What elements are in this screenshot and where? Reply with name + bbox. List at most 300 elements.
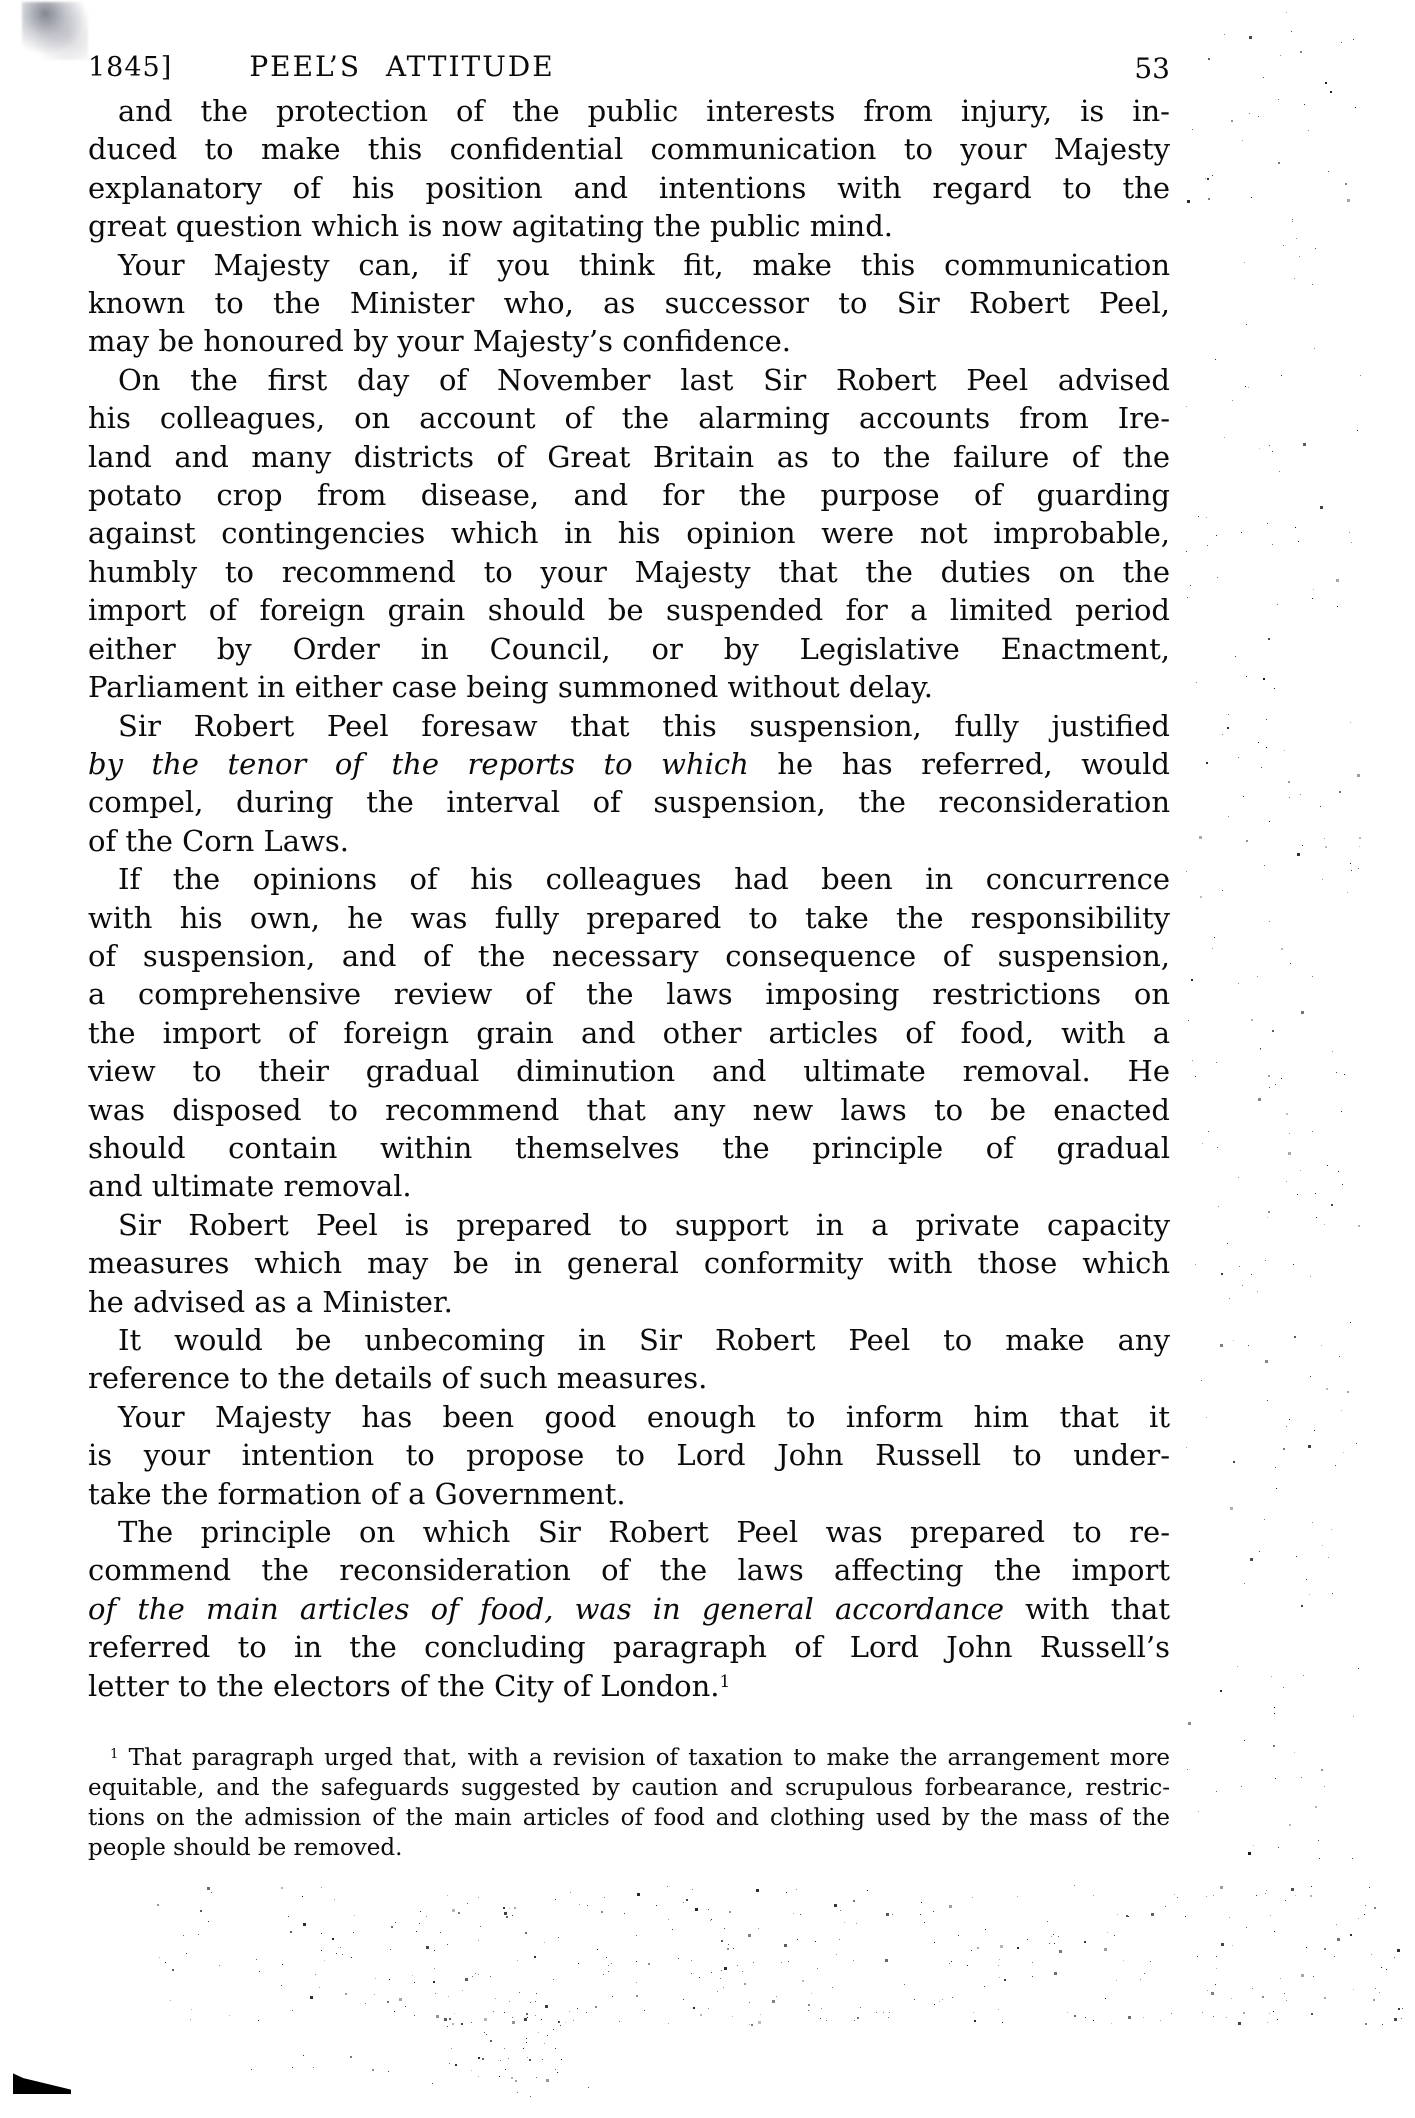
noise-dot [612,1996,613,1997]
noise-dot [1310,1895,1312,1897]
noise-dot [1197,1956,1198,1957]
noise-dot [1300,51,1302,53]
noise-dot [1220,1886,1223,1889]
noise-dot [1269,921,1270,922]
noise-dot [1260,1049,1261,1050]
noise-dot [1248,1345,1249,1346]
noise-dot [1233,1340,1234,1341]
noise-dot [526,2038,527,2039]
noise-dot [1314,348,1315,349]
body-line [88,1052,1170,1090]
noise-dot [505,2069,506,2070]
noise-dot [853,1900,855,1902]
noise-dot [183,1935,184,1936]
noise-dot [1274,688,1275,689]
text-segment: and ultimate removal. [88,1169,412,1204]
noise-dot [1315,248,1316,249]
noise-dot [1249,113,1250,114]
noise-dot [1058,1936,1059,1937]
noise-dot [471,2070,472,2071]
noise-dot [998,1965,999,1966]
noise-dot [1301,1011,1304,1014]
body-line [88,668,1170,706]
noise-dot [482,2058,484,2060]
noise-dot [1273,2011,1274,2012]
noise-dot [1336,1072,1337,1073]
body-line [88,1129,1170,1167]
noise-dot [1324,1224,1325,1225]
noise-dot [1294,1336,1296,1338]
noise-dot [1221,1273,1223,1275]
noise-dot [1274,1707,1275,1708]
header-year-label: 1845] [88,52,173,83]
noise-dot [1365,1905,1366,1906]
noise-dot [486,2034,487,2035]
noise-dot [728,1944,729,1945]
noise-dot [1341,1410,1342,1411]
noise-dot [461,2023,463,2025]
noise-dot [1277,604,1278,605]
noise-dot [999,1977,1000,1978]
text-segment: the import of foreign grain and other articles of food, with a [88,1015,1170,1050]
noise-dot [1251,1274,1252,1275]
noise-dot [449,2018,451,2020]
noise-dot [1186,406,1187,407]
noise-dot [619,2021,620,2022]
noise-dot [1379,1992,1380,1993]
noise-dot [292,2010,293,2011]
noise-dot [547,2035,548,2036]
noise-dot [495,1998,496,1999]
noise-dot [1227,1243,1228,1244]
noise-dot [467,1903,468,1904]
noise-dot [1373,1999,1375,2001]
noise-dot [1397,1949,1400,1952]
noise-dot [454,2013,455,2014]
noise-dot [1054,1972,1057,1975]
noise-dot [1245,386,1246,387]
noise-dot [258,2020,259,2021]
noise-dot [708,1909,709,1910]
body-line [88,1513,1170,1551]
noise-dot [1192,129,1193,130]
noise-dot [723,1987,724,1988]
noise-dot [512,2021,515,2024]
noise-dot [710,1920,711,1921]
noise-dot [586,2012,587,2013]
noise-dot [504,2012,505,2013]
noise-dot [1269,1087,1270,1088]
noise-dot [512,1915,513,1916]
noise-dot [857,2017,859,2019]
noise-dot [1215,359,1216,360]
noise-dot [1300,794,1301,795]
noise-dot [1238,983,1239,984]
noise-dot [637,1893,640,1896]
noise-dot [1202,2012,1203,2013]
noise-dot [1353,39,1354,40]
noise-dot [1199,836,1202,839]
noise-dot [933,1911,934,1912]
noise-dot [839,1939,840,1940]
noise-dot [1208,58,1210,60]
noise-dot [1339,1356,1340,1357]
noise-dot [1355,107,1356,108]
noise-dot [1047,1921,1048,1922]
noise-dot [942,1999,943,2000]
noise-dot [1312,598,1313,599]
noise-dot [1269,821,1270,822]
noise-dot [350,2056,352,2058]
noise-dot [1213,1895,1214,1896]
noise-dot [1358,1668,1359,1669]
noise-dot [1216,1062,1217,1063]
noise-dot [1216,535,1217,536]
body-line [88,1667,1170,1705]
noise-dot [1365,2023,1367,2025]
body-line [88,1398,1170,1436]
noise-dot [447,2026,448,2027]
body-line [88,130,1170,168]
body-text [88,92,1170,1705]
noise-dot [1198,1811,1199,1812]
noise-dot [1265,1360,1268,1363]
noise-dot [760,2014,761,2015]
noise-dot [504,1912,507,1915]
noise-dot [1206,1417,1207,1418]
body-line [88,1206,1170,1244]
noise-dot [1232,400,1233,401]
noise-dot [480,1926,481,1927]
noise-dot [788,1961,789,1962]
noise-dot [1267,523,1268,524]
noise-dot [815,1941,816,1942]
noise-dot [692,1889,693,1890]
noise-dot [1312,976,1313,977]
noise-dot [1242,1285,1243,1286]
noise-dot [579,1904,580,1905]
noise-dot [1054,1943,1055,1944]
noise-dot [432,2083,433,2084]
noise-dot [508,2058,509,2059]
noise-dot [1185,1916,1186,1917]
noise-dot [426,1916,427,1917]
noise-dot [1288,1152,1291,1155]
noise-dot [315,1974,316,1975]
noise-dot [208,1921,209,1922]
noise-dot [1295,527,1296,528]
noise-dot [608,1971,609,1972]
noise-dot [191,2009,192,2010]
noise-dot [985,1929,986,1930]
noise-dot [934,2004,935,2005]
noise-dot [1314,1430,1315,1431]
noise-dot [1321,1345,1322,1346]
noise-dot [560,2025,561,2026]
noise-dot [353,1932,354,1933]
noise-dot [1259,1551,1260,1552]
text-segment: measures which may be in general conformity with those which [88,1246,1170,1281]
noise-dot [949,1963,950,1964]
noise-dot [448,1996,449,1997]
noise-dot [515,2080,517,2082]
text-segment: Sir Robert Peel is prepared to support in a private capacity [118,1207,1170,1242]
noise-dot [748,1934,751,1937]
noise-dot [1128,2016,1131,2019]
noise-dot [1328,171,1329,172]
noise-dot [1311,1886,1312,1887]
noise-dot [1325,82,1327,84]
noise-dot [321,1933,322,1934]
noise-dot [391,1926,393,1928]
noise-dot [526,2013,528,2015]
noise-dot [1324,1948,1326,1950]
noise-dot [826,2020,827,2021]
noise-dot [808,2004,810,2006]
noise-dot [1257,976,1258,977]
noise-dot [1165,1906,1166,1907]
noise-dot [800,1914,801,1915]
noise-dot [219,1965,220,1966]
noise-dot [517,1960,518,1961]
noise-dot [939,2001,940,2002]
noise-dot [1258,116,1259,117]
noise-dot [721,1940,723,1942]
noise-dot [553,1979,554,1980]
body-line [88,783,1170,821]
noise-dot [1251,197,1252,198]
noise-dot [1238,2022,1241,2025]
noise-dot [1243,796,1244,797]
noise-dot [914,1999,915,2000]
noise-dot [892,1914,893,1915]
noise-dot [1244,262,1245,263]
noise-dot [558,2021,560,2023]
noise-dot [1293,1264,1294,1265]
noise-dot [1374,1907,1376,1909]
noise-dot [967,1965,968,1966]
noise-dot [758,1928,759,1929]
body-line [88,1283,1170,1321]
noise-dot [1274,1713,1275,1714]
noise-dot [1359,837,1361,839]
noise-dot [303,2055,304,2056]
noise-dot [414,1982,415,1983]
noise-dot [951,1961,952,1962]
noise-dot [1336,579,1339,582]
noise-dot [1286,2000,1287,2001]
text-segment: view to their gradual diminution and ultimate removal. He [88,1054,1170,1089]
noise-dot [544,1942,545,1943]
noise-dot [974,2020,976,2022]
noise-dot [414,2015,415,2016]
noise-dot [1268,638,1270,640]
noise-dot [1290,963,1291,964]
noise-dot [1267,2022,1268,2023]
noise-dot [165,1962,166,1963]
noise-dot [597,1949,598,1950]
noise-dot [1144,1973,1145,1974]
footnote-line [88,1773,1170,1803]
noise-dot [648,1963,650,1965]
noise-dot [1273,1745,1275,1747]
noise-dot [1320,806,1321,807]
noise-dot [478,1974,479,1975]
noise-dot [1318,1840,1319,1841]
text-segment: potato crop from disease, and for the purpose of guarding [88,478,1170,513]
noise-dot [449,2063,450,2064]
noise-dot [546,2079,549,2082]
noise-dot [1250,1558,1253,1561]
noise-dot [1195,1076,1196,1077]
text-segment: and the protection of the public interests from injury, is in- [118,94,1170,128]
noise-dot [786,1892,787,1893]
noise-dot [321,1887,322,1888]
body-line [88,937,1170,975]
text-segment: If the opinions of his colleagues had been in concurrence [118,862,1170,897]
noise-dot [1289,1133,1290,1134]
noise-dot [1262,1996,1264,1998]
noise-dot [885,1959,888,1962]
body-line [88,1321,1170,1359]
noise-dot [1278,1847,1279,1848]
noise-dot [1093,2020,1094,2021]
noise-dot [462,1990,463,1991]
noise-dot [570,1892,571,1893]
noise-dot [1053,1934,1054,1935]
text-segment: The principle on which Sir Robert Peel was prepared to re- [118,1515,1170,1550]
noise-dot [1289,1824,1291,1826]
noise-dot [471,2022,472,2023]
noise-dot [608,1965,609,1966]
text-segment: import of foreign grain should be suspended for a limited period [88,593,1170,628]
noise-dot [555,2048,556,2049]
noise-dot [1049,1943,1050,1944]
noise-dot [1272,544,1273,545]
noise-dot [808,2010,809,2011]
body-line [88,92,1170,130]
noise-dot [587,1905,588,1906]
noise-dot [636,1961,637,1962]
body-line [88,591,1170,629]
noise-dot [509,2001,510,2002]
corner-smudge [22,2,88,60]
noise-dot [538,2032,539,2033]
noise-dot [447,1895,448,1896]
running-head-title: PEEL’S ATTITUDE [249,50,555,83]
noise-dot [952,1997,953,1998]
noise-dot [1278,99,1279,100]
text-segment: On the first day of November last Sir Robert Peel advised [118,362,1170,397]
noise-dot [836,1954,837,1955]
noise-dot [876,2012,877,2013]
noise-dot [904,1984,905,1985]
noise-dot [606,1957,607,1958]
noise-dot [1341,42,1342,43]
text-segment: his colleagues, on account of the alarming accounts from Ire- [88,401,1170,436]
noise-dot [524,2018,527,2021]
body-line [88,169,1170,207]
noise-dot [686,1899,688,1901]
noise-dot [1253,1845,1254,1846]
noise-dot [503,1907,505,1909]
noise-dot [420,1911,421,1912]
noise-dot [1270,1915,1271,1916]
body-line [88,1014,1170,1052]
noise-dot [853,1960,854,1961]
noise-dot [251,2069,252,2070]
noise-dot [1228,816,1229,817]
noise-dot [1226,2017,1227,2018]
noise-dot [426,1946,429,1949]
noise-dot [1394,1957,1395,1958]
noise-dot [1337,606,1338,607]
noise-dot [1207,178,1209,180]
noise-dot [1303,443,1306,446]
noise-dot [1359,846,1360,847]
body-line [88,361,1170,399]
noise-dot [1324,1786,1325,1787]
noise-dot [817,1968,818,1969]
noise-dot [504,2048,505,2049]
noise-dot [527,2017,528,2018]
noise-dot [1200,896,1202,898]
noise-dot [949,1905,952,1908]
noise-dot [433,1981,435,1983]
noise-dot [1312,1131,1313,1132]
noise-dot [290,1931,292,1933]
noise-dot [1342,1184,1343,1185]
noise-dot [1224,34,1225,35]
noise-dot [1369,1887,1370,1888]
noise-dot [458,1912,460,1914]
noise-dot [695,1908,698,1911]
noise-dot [1256,1895,1257,1896]
noise-dot [1350,1934,1352,1936]
noise-dot [1332,1051,1333,1052]
noise-dot [958,1935,959,1936]
noise-dot [351,1957,352,1958]
noise-dot [977,1947,979,1949]
noise-dot [499,2076,500,2077]
noise-dot [1301,1974,1304,1977]
noise-dot [711,1972,712,1973]
text-segment: known to the Minister who, as successor to Sir Robert Peel, [88,286,1170,321]
noise-dot [1192,1060,1193,1061]
noise-dot [1246,840,1248,842]
noise-dot [1128,1916,1129,1917]
noise-dot [1198,516,1199,517]
noise-dot [526,2042,527,2043]
noise-dot [557,2072,558,2073]
noise-dot [1310,1376,1311,1377]
noise-dot [1211,1992,1214,1995]
noise-dot [1229,1917,1230,1918]
noise-dot [334,1899,335,1900]
text-segment: humbly to recommend to your Majesty that the duties on the [88,554,1170,589]
noise-dot [1228,714,1229,715]
noise-dot [389,1979,390,1980]
noise-dot [1294,278,1295,279]
body-line [88,476,1170,514]
text-segment: either by Order in Council, or by Legislative Enactment, [88,631,1170,666]
noise-dot [1188,1020,1189,1021]
noise-dot [514,1907,516,1909]
noise-dot [536,1993,537,1994]
noise-dot [1264,1519,1265,1520]
noise-dot [1220,1690,1222,1692]
body-line [88,553,1170,591]
